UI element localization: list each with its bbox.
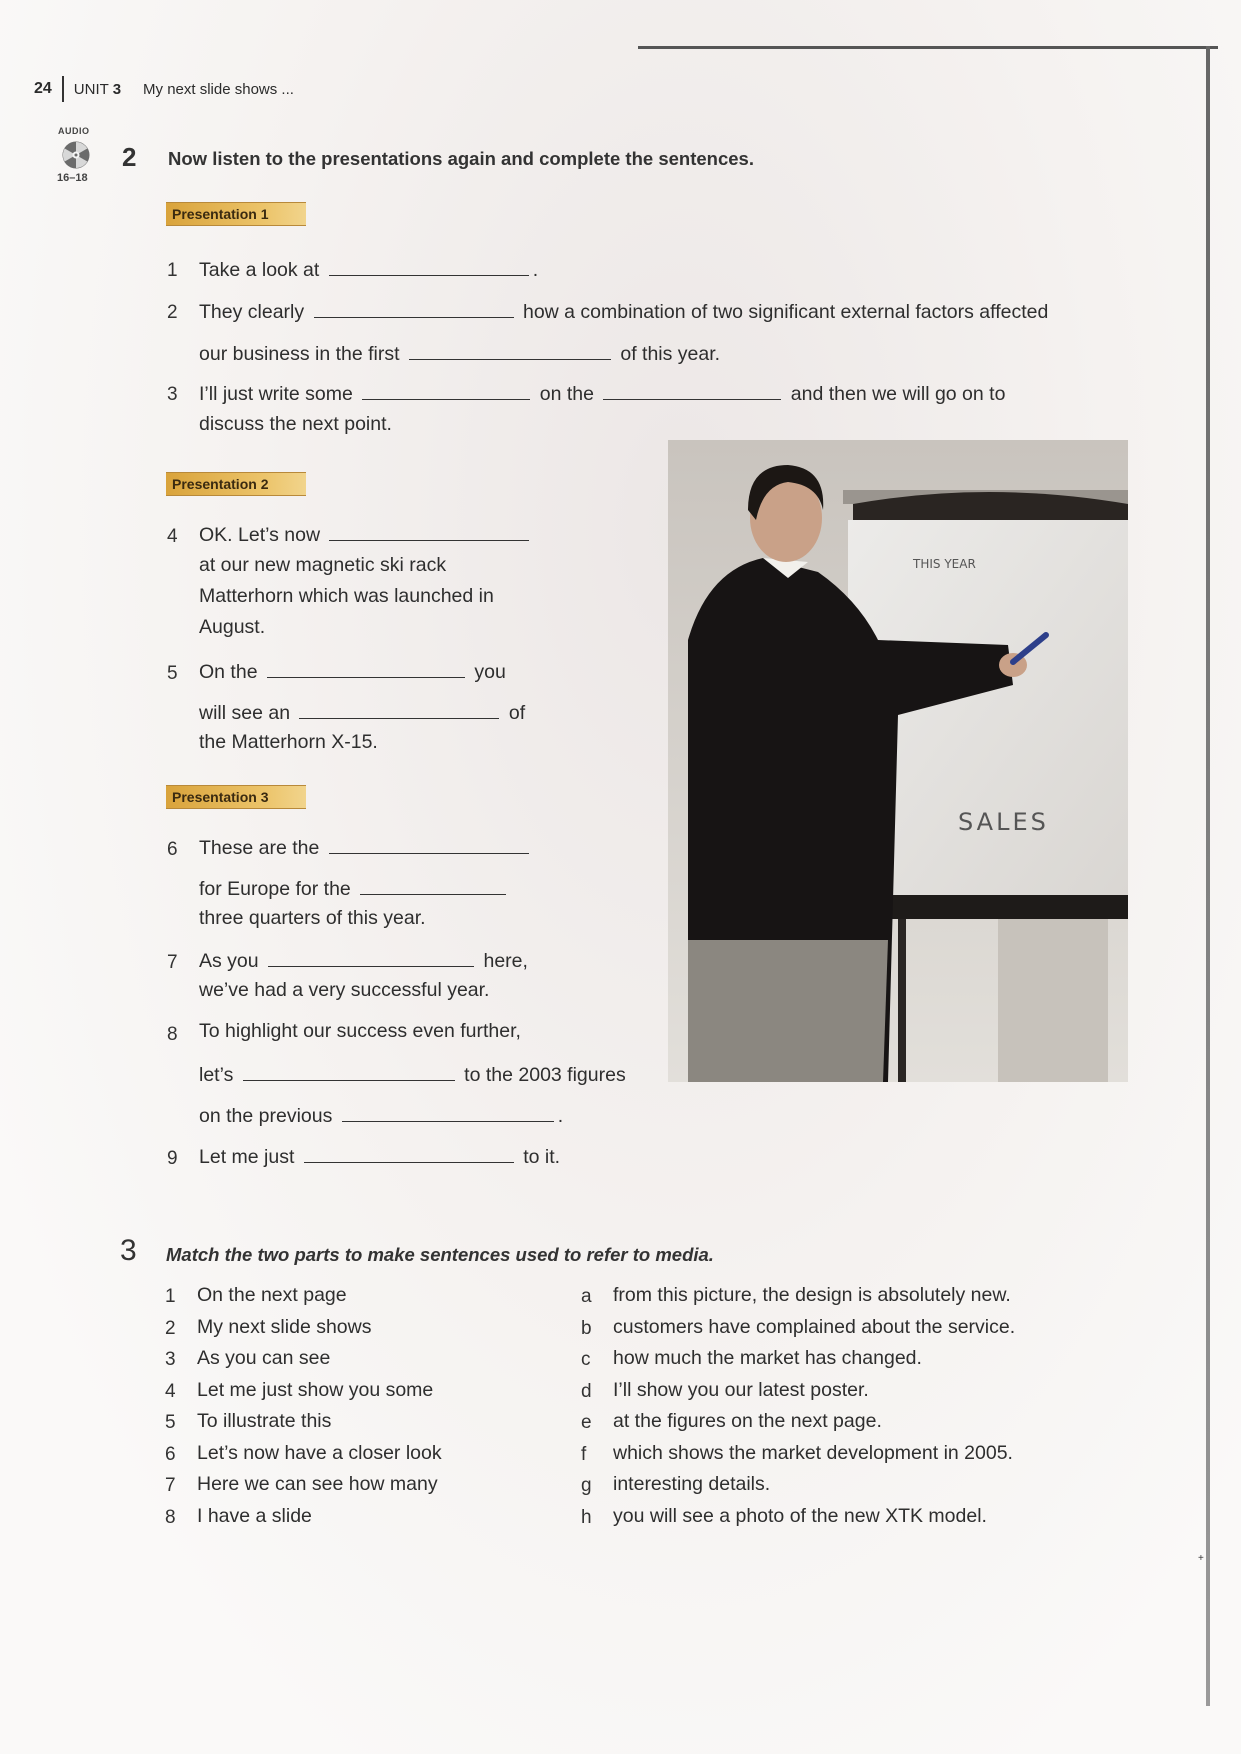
sentence-7-line: we’ve had a very successful year. [199, 979, 490, 1001]
blank-field[interactable] [329, 522, 529, 541]
sentence-8-continued [199, 1062, 626, 1087]
blank-field[interactable] [243, 1062, 455, 1081]
sentence-text: As you [199, 950, 259, 972]
sentence-5-continued [199, 700, 525, 725]
blank-field[interactable] [267, 659, 465, 678]
sentence-text: for Europe for the [199, 878, 351, 900]
top-rule [638, 46, 1218, 49]
sentence-4 [199, 522, 533, 547]
sentence-text: on the [539, 383, 594, 405]
sentence-7 [199, 948, 528, 973]
match-sentence-end[interactable]: at the figures on the next page. [613, 1410, 882, 1432]
sentence-4-line: at our new magnetic ski rack [199, 554, 447, 576]
unit-number: 3 [112, 80, 122, 98]
sentence-text: OK. Let’s now [199, 524, 321, 546]
blank-field[interactable] [362, 381, 530, 400]
sentence-text: . [532, 259, 539, 281]
match-sentence-start[interactable]: I have a slide [197, 1504, 312, 1527]
sentence-text: our business in the first [199, 343, 400, 365]
match-sentence-end[interactable]: I’ll show you our latest poster. [613, 1378, 869, 1401]
sentence-text: let’s [199, 1064, 234, 1086]
sentence-6-line: three quarters of this year. [199, 907, 426, 929]
match-sentence-start[interactable]: Let’s now have a closer look [197, 1441, 442, 1464]
match-item-number: 2 [165, 1317, 176, 1339]
sentence-4-line: Matterhorn which was launched in [199, 585, 494, 607]
match-sentence-start[interactable]: My next slide shows [197, 1315, 372, 1338]
audio-label: AUDIO [58, 126, 90, 136]
blank-field[interactable] [603, 381, 781, 400]
sentence-text: and then we will go on to [790, 383, 1006, 405]
match-item-number: 7 [165, 1475, 176, 1496]
crop-mark: + [1198, 1553, 1204, 1564]
blank-field[interactable] [268, 948, 474, 967]
presentation-1-tag: Presentation 1 [166, 202, 306, 226]
match-item-number: 3 [165, 1349, 176, 1370]
sentence-text: Let me just [199, 1146, 295, 1168]
exercise-instruction: Now listen to the presentations again and complete the sentences. [168, 148, 754, 169]
sentence-text: to it. [523, 1146, 561, 1168]
cd-icon [62, 141, 90, 169]
sentence-text: They clearly [199, 301, 305, 323]
exercise-number: 2 [122, 142, 137, 172]
match-sentence-start[interactable]: On the next page [197, 1284, 347, 1306]
sentence-text: These are the [199, 837, 320, 859]
match-item-letter: f [581, 1443, 587, 1465]
exercise-number: 3 [120, 1234, 137, 1267]
match-item-letter: c [581, 1349, 591, 1370]
blank-field[interactable] [299, 700, 499, 719]
presenter-photo [668, 440, 1128, 1082]
item-number: 1 [167, 260, 178, 281]
match-item-number: 4 [165, 1380, 176, 1402]
blank-field[interactable] [314, 299, 514, 318]
sentence-6-continued [199, 876, 510, 901]
sentence-text: of [508, 702, 526, 724]
unit-label [74, 81, 121, 98]
item-number: 6 [167, 839, 178, 860]
match-item-number: 1 [165, 1286, 176, 1307]
match-sentence-end[interactable]: which shows the market development in 2005. [613, 1441, 1013, 1464]
match-item-number: 6 [165, 1443, 176, 1465]
sentence-text: . [557, 1105, 564, 1127]
item-number: 4 [167, 526, 178, 547]
match-item-letter: h [581, 1506, 592, 1528]
page-number: 24 [34, 80, 52, 97]
sentence-text: you [474, 661, 506, 683]
match-item-number: 5 [165, 1412, 176, 1433]
sentence-text: how a combination of two significant external factors affected [522, 301, 1049, 323]
sentence-text: Take a look at [199, 259, 320, 281]
exercise-instruction: Match the two parts to make sentences used to refer to media. [166, 1244, 714, 1265]
sentence-text: to the 2003 figures [464, 1064, 626, 1086]
item-number: 8 [167, 1024, 178, 1045]
sentence-text: of this year. [620, 343, 721, 365]
sentence-8: To highlight our success even further, [199, 1020, 521, 1042]
match-sentence-end[interactable]: customers have complained about the service. [613, 1315, 1016, 1338]
blank-field[interactable] [329, 257, 529, 276]
item-number: 3 [167, 384, 178, 405]
match-sentence-end[interactable]: you will see a photo of the new XTK model. [613, 1504, 987, 1527]
match-sentence-start[interactable]: As you can see [197, 1347, 331, 1369]
blank-field[interactable] [304, 1144, 514, 1163]
item-number: 9 [167, 1148, 178, 1169]
match-item-letter: e [581, 1412, 592, 1433]
match-sentence-start[interactable]: Here we can see how many [197, 1473, 438, 1495]
blank-field[interactable] [329, 835, 529, 854]
right-page-edge [1206, 46, 1210, 1706]
unit-word: UNIT [73, 80, 109, 98]
item-number: 7 [167, 952, 178, 973]
match-sentence-start[interactable]: Let me just show you some [197, 1378, 434, 1401]
header-separator [62, 76, 64, 102]
sentence-2 [199, 299, 1048, 324]
sentence-4-line: August. [199, 616, 266, 638]
blank-field[interactable] [409, 341, 611, 360]
sentence-3-continued: discuss the next point. [199, 413, 392, 435]
sentence-8-continued [199, 1103, 563, 1128]
sentence-text: On the [199, 661, 258, 683]
sentence-9 [199, 1144, 560, 1169]
item-number: 2 [167, 302, 178, 323]
item-number: 5 [167, 663, 178, 684]
match-item-letter: a [581, 1286, 592, 1307]
sentence-text: I’ll just write some [199, 383, 353, 405]
blank-field[interactable] [360, 876, 506, 895]
match-item-letter: b [581, 1317, 592, 1339]
match-sentence-end[interactable]: from this picture, the design is absolutely new. [613, 1284, 1011, 1306]
sentence-3 [199, 381, 1005, 406]
sentence-2-continued [199, 341, 720, 366]
match-sentence-end[interactable]: how much the market has changed. [613, 1347, 922, 1369]
presenter-illustration [668, 440, 1128, 1082]
sentence-5 [199, 659, 506, 684]
presentation-3-tag: Presentation 3 [166, 785, 306, 809]
match-item-number: 8 [165, 1506, 176, 1528]
unit-title: My next slide shows ... [143, 80, 294, 98]
sentence-text: will see an [199, 702, 291, 724]
sentence-6 [199, 835, 533, 860]
sentence-1 [199, 257, 538, 282]
blank-field[interactable] [342, 1103, 554, 1122]
sentence-text: here, [483, 950, 528, 972]
audio-track-numbers: 16–18 [57, 172, 88, 184]
sentence-5-line: the Matterhorn X-15. [199, 731, 378, 753]
match-sentence-start[interactable]: To illustrate this [197, 1410, 332, 1432]
whiteboard-text-bottom: SALES [958, 808, 1049, 836]
match-sentence-end[interactable]: interesting details. [613, 1473, 771, 1495]
whiteboard-text-top: THIS YEAR [913, 557, 976, 571]
sentence-text: on the previous [199, 1105, 333, 1127]
match-item-letter: g [581, 1475, 592, 1496]
running-header [34, 76, 294, 102]
match-item-letter: d [581, 1380, 592, 1402]
presentation-2-tag: Presentation 2 [166, 472, 306, 496]
